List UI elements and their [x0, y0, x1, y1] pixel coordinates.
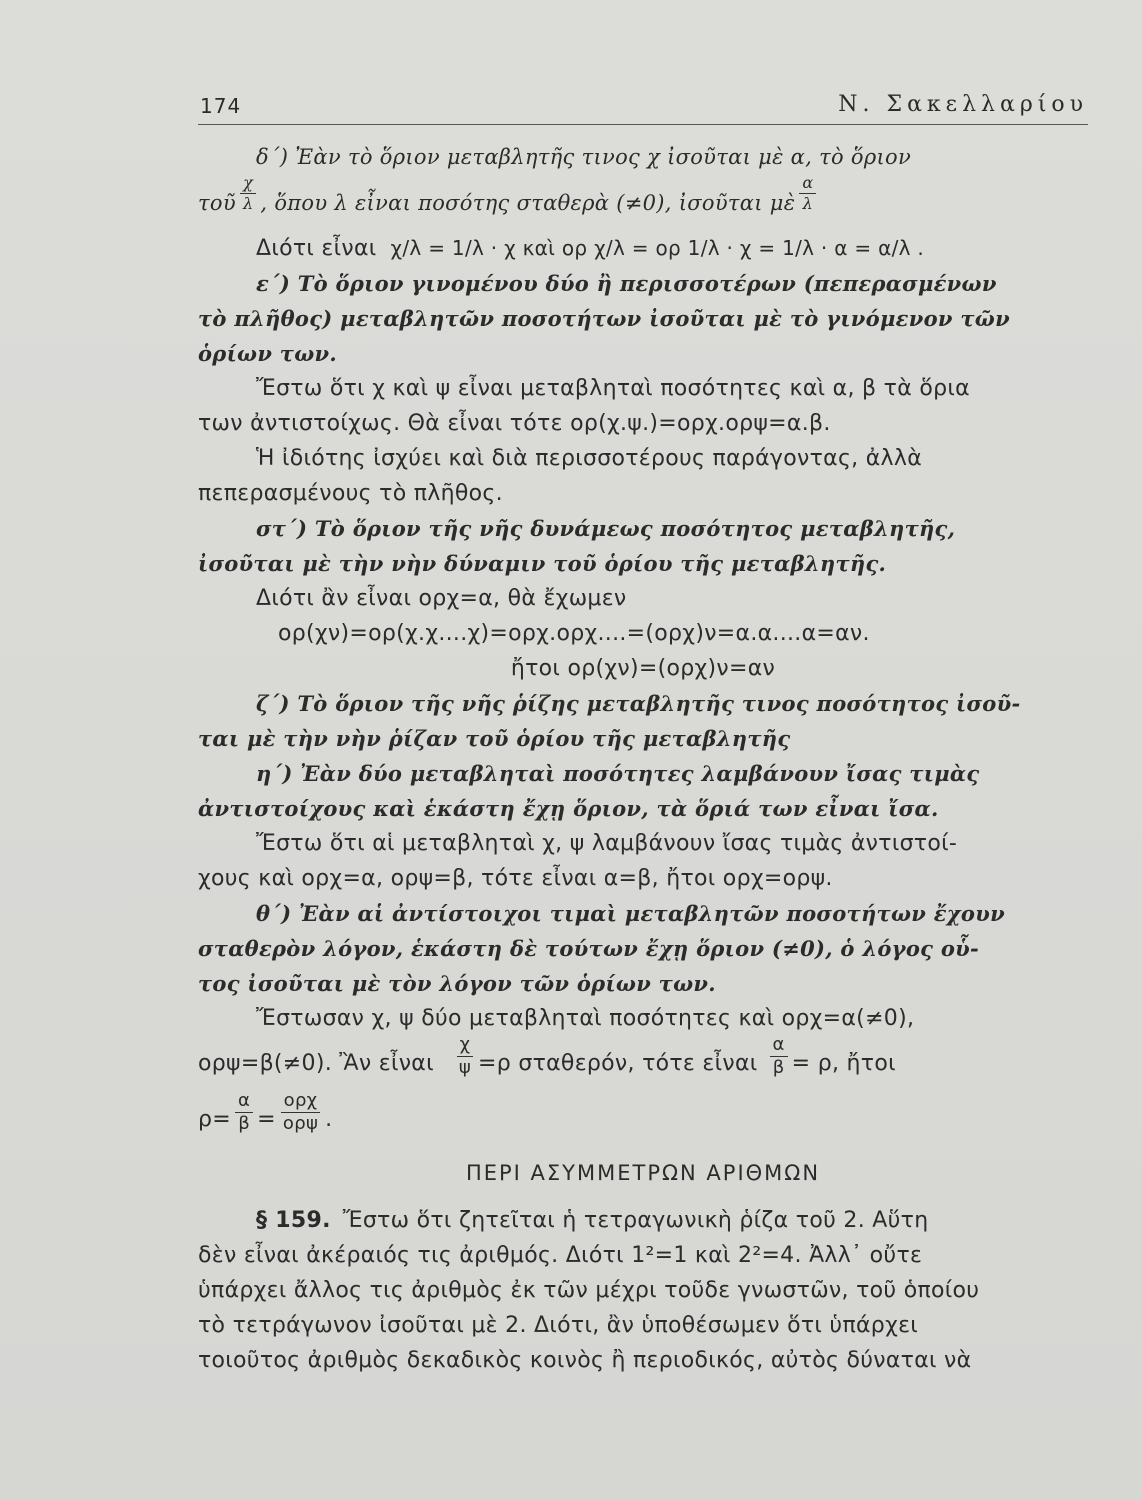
text-fragment: =ρ σταθερόν, τότε εἶναι	[478, 1051, 758, 1076]
fraction	[456, 1036, 474, 1092]
text-line: τος ἰσοῦται μὲ τὸν λόγον τῶν ὁρίων των.	[198, 971, 716, 996]
text-line: των ἀντιστοίχως. Θὰ εἶναι τότε ορ(χ.ψ.)=ορχ.ορψ=α.β.	[198, 411, 831, 436]
fraction	[799, 175, 816, 231]
text-line: στ΄) Τὸ ὅριον τῆς νῆς δυνάμεως ποσότητος μεταβλητῆς,	[256, 516, 956, 541]
text-line: Ἔστωσαν χ, ψ δύο μεταβληταὶ ποσότητες καὶ ορχ=α(≠0),	[256, 1006, 915, 1031]
text-fragment: Ἔστω ὅτι ζητεῖται ἡ τετραγωνικὴ ῥίζα τοῦ 2. Αὕτη	[342, 1208, 929, 1233]
text-line: τὸ τετράγωνον ἰσοῦται μὲ 2. Διότι, ἂν ὑποθέσωμεν ὅτι ὑπάρχει	[198, 1313, 919, 1338]
section-number: § 159.	[256, 1208, 331, 1233]
text-line	[198, 175, 1088, 231]
equation: χ/λ = 1/λ · χ καὶ ορ χ/λ = ορ 1/λ · χ = 1/λ · α = α/λ .	[390, 236, 925, 260]
text-line: η΄) Ἐὰν δύο μεταβληταὶ ποσότητες λαμβάνουν ἴσας τιμὰς	[256, 761, 980, 786]
denominator: ψ	[458, 1057, 472, 1078]
fraction	[235, 1092, 253, 1148]
text-line: Ἡ ἰδιότης ἰσχύει καὶ διὰ περισσοτέρους παράγοντας, ἀλλὰ	[256, 446, 922, 471]
numerator: χ	[457, 1036, 474, 1057]
fraction	[280, 1092, 321, 1148]
text-line: ἀντιστοίχους καὶ ἑκάστη ἔχῃ ὅριον, τὰ ὅριά των εἶναι ἴσα.	[198, 796, 939, 821]
text-fragment: Διότι εἶναι	[256, 236, 377, 261]
text-fragment: ορψ=β(≠0). Ἂν εἶναι	[198, 1051, 434, 1076]
text-fragment: .	[325, 1107, 333, 1132]
text-line: Ἔστω ὅτι αἱ μεταβληταὶ χ, ψ λαμβάνουν ἴσας τιμὰς ἀντιστοί-	[256, 831, 958, 856]
text-line	[198, 1092, 1088, 1148]
text-fragment: τοῦ	[198, 191, 236, 215]
numerator: α	[235, 1092, 253, 1113]
numerator: α	[799, 175, 816, 194]
section-heading: ΠΕΡΙ ΑΣΥΜΜΕΤΡΩΝ ΑΡΙΘΜΩΝ	[465, 1161, 821, 1185]
text-line: ἰσοῦται μὲ τὴν νὴν δύναμιν τοῦ ὁρίου τῆς μεταβλητῆς.	[198, 551, 887, 576]
text-line: χους καὶ ορχ=α, ορψ=β, τότε εἶναι α=β, ἤτοι ορχ=ορψ.	[198, 866, 833, 891]
text-line	[198, 231, 1088, 266]
numerator: α	[770, 1036, 788, 1057]
text-line: δὲν εἶναι ἀκέραιός τις ἀριθμός. Διότι 1²=1 καὶ 2²=4. Ἀλλ᾽ οὔτε	[198, 1243, 923, 1268]
denominator: λ	[242, 194, 254, 213]
equation-line: ορ(χν)=ορ(χ.χ....χ)=ορχ.ορχ....=(ορχ)ν=α.α....α=αν.	[278, 621, 870, 646]
text-fragment: = ρ, ἤτοι	[791, 1051, 896, 1076]
equation-line: ἤτοι ορ(χν)=(ορχ)ν=αν	[510, 656, 776, 681]
page-number: 174	[200, 94, 242, 118]
page-body	[198, 140, 1088, 1378]
text-line: δ΄) Ἐὰν τὸ ὅριον μεταβλητῆς τινος χ ἰσοῦται μὲ α, τὸ ὅριον	[256, 145, 912, 169]
text-line: σταθερὸν λόγον, ἑκάστη δὲ τούτων ἔχῃ ὅριον (≠0), ὁ λόγος οὗ-	[198, 936, 980, 961]
text-line: ζ΄) Τὸ ὅριον τῆς νῆς ῥίζης μεταβλητῆς τινος ποσότητος ἰσοῦ-	[256, 691, 1021, 716]
text-line: ται μὲ τὴν νὴν ῥίζαν τοῦ ὁρίου τῆς μεταβλητῆς	[198, 726, 791, 751]
numerator: χ	[240, 175, 256, 194]
denominator: β	[772, 1057, 785, 1078]
text-line	[198, 1036, 1088, 1092]
text-line: Ἔστω ὅτι χ καὶ ψ εἶναι μεταβληταὶ ποσότητες καὶ α, β τὰ ὅρια	[256, 376, 970, 401]
text-line: ὁρίων των.	[198, 341, 338, 366]
denominator: β	[238, 1113, 250, 1134]
text-line: Διότι ἂν εἶναι ορχ=α, θὰ ἔχωμεν	[256, 586, 627, 611]
text-line: τὸ πλῆθος) μεταβλητῶν ποσοτήτων ἰσοῦται μὲ τὸ γινόμενον τῶν	[198, 306, 1010, 331]
fraction	[240, 175, 256, 231]
numerator: ορχ	[281, 1092, 321, 1113]
text-fragment: , ὅπου λ εἶναι ποσότης σταθερὰ (≠0), ἰσοῦται μὲ	[260, 191, 796, 215]
text-line: θ΄) Ἐὰν αἱ ἀντίστοιχοι τιμαὶ μεταβλητῶν ποσοτήτων ἔχουν	[256, 901, 1005, 926]
denominator: λ	[802, 194, 814, 213]
text-line	[198, 1203, 1088, 1238]
text-fragment: ρ=	[198, 1107, 231, 1132]
text-fragment: =	[257, 1107, 276, 1132]
text-line: ε΄) Τὸ ὅριον γινομένου δύο ἢ περισσοτέρων (πεπερασμένων	[256, 271, 997, 296]
text-line: τοιοῦτος ἀριθμὸς δεκαδικὸς κοινὸς ἢ περιοδικός, αὐτὸς δύναται νὰ	[198, 1348, 972, 1373]
running-head-author: Ν. Σακελλαρίου	[838, 92, 1088, 117]
text-line: πεπερασμένους τὸ πλῆθος.	[198, 481, 503, 506]
text-line: ὑπάρχει ἄλλος τις ἀριθμὸς ἐκ τῶν μέχρι τοῦδε γνωστῶν, τοῦ ὁποίου	[198, 1278, 980, 1303]
denominator: ορψ	[282, 1113, 319, 1134]
fraction	[770, 1036, 788, 1092]
page-header	[198, 94, 1088, 125]
